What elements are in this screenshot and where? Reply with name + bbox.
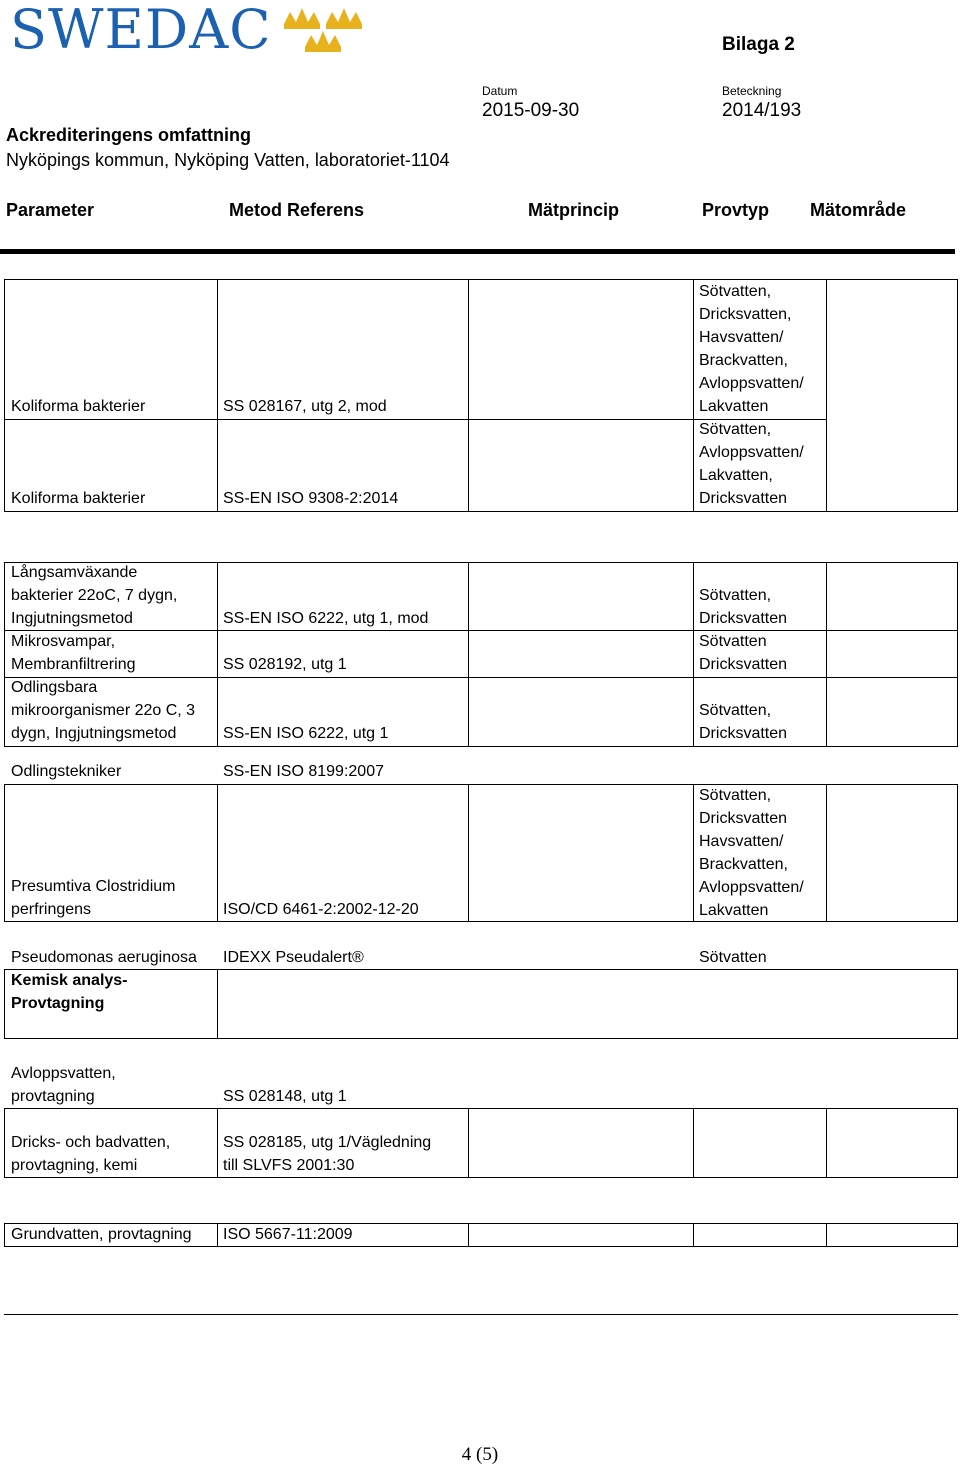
scope-subtitle: Nyköpings kommun, Nyköping Vatten, laboratoriet-1104 — [6, 150, 450, 170]
row-7-sample-type: Sötvatten, Dricksvatten Havsvatten/ Brackvatten, Avloppsvatten/ Lakvatten — [699, 787, 804, 919]
row-3-sample-type: Sötvatten, Dricksvatten — [699, 587, 788, 627]
row-11-parameter: Dricks- och badvatten, provtagning, kemi — [11, 1134, 171, 1174]
header-divider — [0, 249, 955, 254]
row-8-sample-type: Sötvatten — [699, 949, 767, 966]
row-12-method: ISO 5667-11:2009 — [223, 1226, 353, 1243]
row-3-parameter: Långsamväxande bakterier 22oC, 7 dygn, Ingjutningsmetod — [11, 564, 178, 627]
section-heading-chemical-sampling: Kemisk analys- Provtagning — [11, 972, 128, 1012]
reference-label: Beteckning — [722, 84, 782, 98]
logo-text: SWEDAC — [10, 0, 272, 61]
row-7-parameter: Presumtiva Clostridium perfringens — [11, 878, 176, 918]
row-4-method: SS 028192, utg 1 — [223, 656, 347, 673]
footer-divider — [4, 1314, 958, 1315]
three-crowns-icon — [278, 2, 368, 54]
row-6-method: SS-EN ISO 8199:2007 — [223, 763, 384, 780]
row-7-method: ISO/CD 6461-2:2002-12-20 — [223, 901, 419, 918]
page-number: 4 (5) — [461, 1444, 499, 1465]
swedac-logo — [10, 0, 272, 61]
row-5-sample-type: Sötvatten, Dricksvatten — [699, 702, 788, 742]
date-value: 2015-09-30 — [482, 100, 580, 121]
row-2-parameter: Koliforma bakterier — [11, 490, 146, 507]
attachment-label: Bilaga 2 — [722, 34, 795, 55]
row-8-method: IDEXX Pseudalert® — [223, 949, 364, 966]
column-header-sample-type: Provtyp — [702, 200, 770, 220]
row-6-parameter: Odlingstekniker — [11, 763, 122, 780]
row-4-sample-type: Sötvatten Dricksvatten — [699, 633, 788, 673]
column-header-parameter: Parameter — [6, 200, 95, 220]
column-header-method: Metod Referens — [229, 200, 365, 220]
row-5-method: SS-EN ISO 6222, utg 1 — [223, 725, 389, 742]
reference-value: 2014/193 — [722, 100, 802, 121]
row-3-method: SS-EN ISO 6222, utg 1, mod — [223, 610, 429, 627]
row-5-parameter: Odlingsbara mikroorganismer 22o C, 3 dygn, Ingjutningsmetod — [11, 679, 196, 742]
row-2-sample-type: Sötvatten, Avloppsvatten/ Lakvatten, Dricksvatten — [699, 421, 804, 507]
row-12-parameter: Grundvatten, provtagning — [11, 1226, 192, 1243]
row-10-parameter: Avloppsvatten, provtagning — [11, 1065, 116, 1105]
row-10-method: SS 028148, utg 1 — [223, 1088, 347, 1105]
column-header-principle: Mätprincip — [528, 200, 620, 220]
row-4-parameter: Mikrosvampar, Membranfiltrering — [11, 633, 136, 673]
scope-title: Ackrediteringens omfattning — [6, 125, 252, 145]
row-8-parameter: Pseudomonas aeruginosa — [11, 949, 197, 966]
column-header-range: Mätområde — [810, 200, 907, 220]
row-1-parameter: Koliforma bakterier — [11, 398, 146, 415]
row-1-sample-type: Sötvatten, Dricksvatten, Havsvatten/ Brackvatten, Avloppsvatten/ Lakvatten — [699, 283, 804, 415]
date-label: Datum — [482, 84, 518, 98]
row-11-method: SS 028185, utg 1/Vägledning till SLVFS 2001:30 — [223, 1134, 432, 1174]
row-2-method: SS-EN ISO 9308-2:2014 — [223, 490, 399, 507]
row-1-method: SS 028167, utg 2, mod — [223, 398, 387, 415]
